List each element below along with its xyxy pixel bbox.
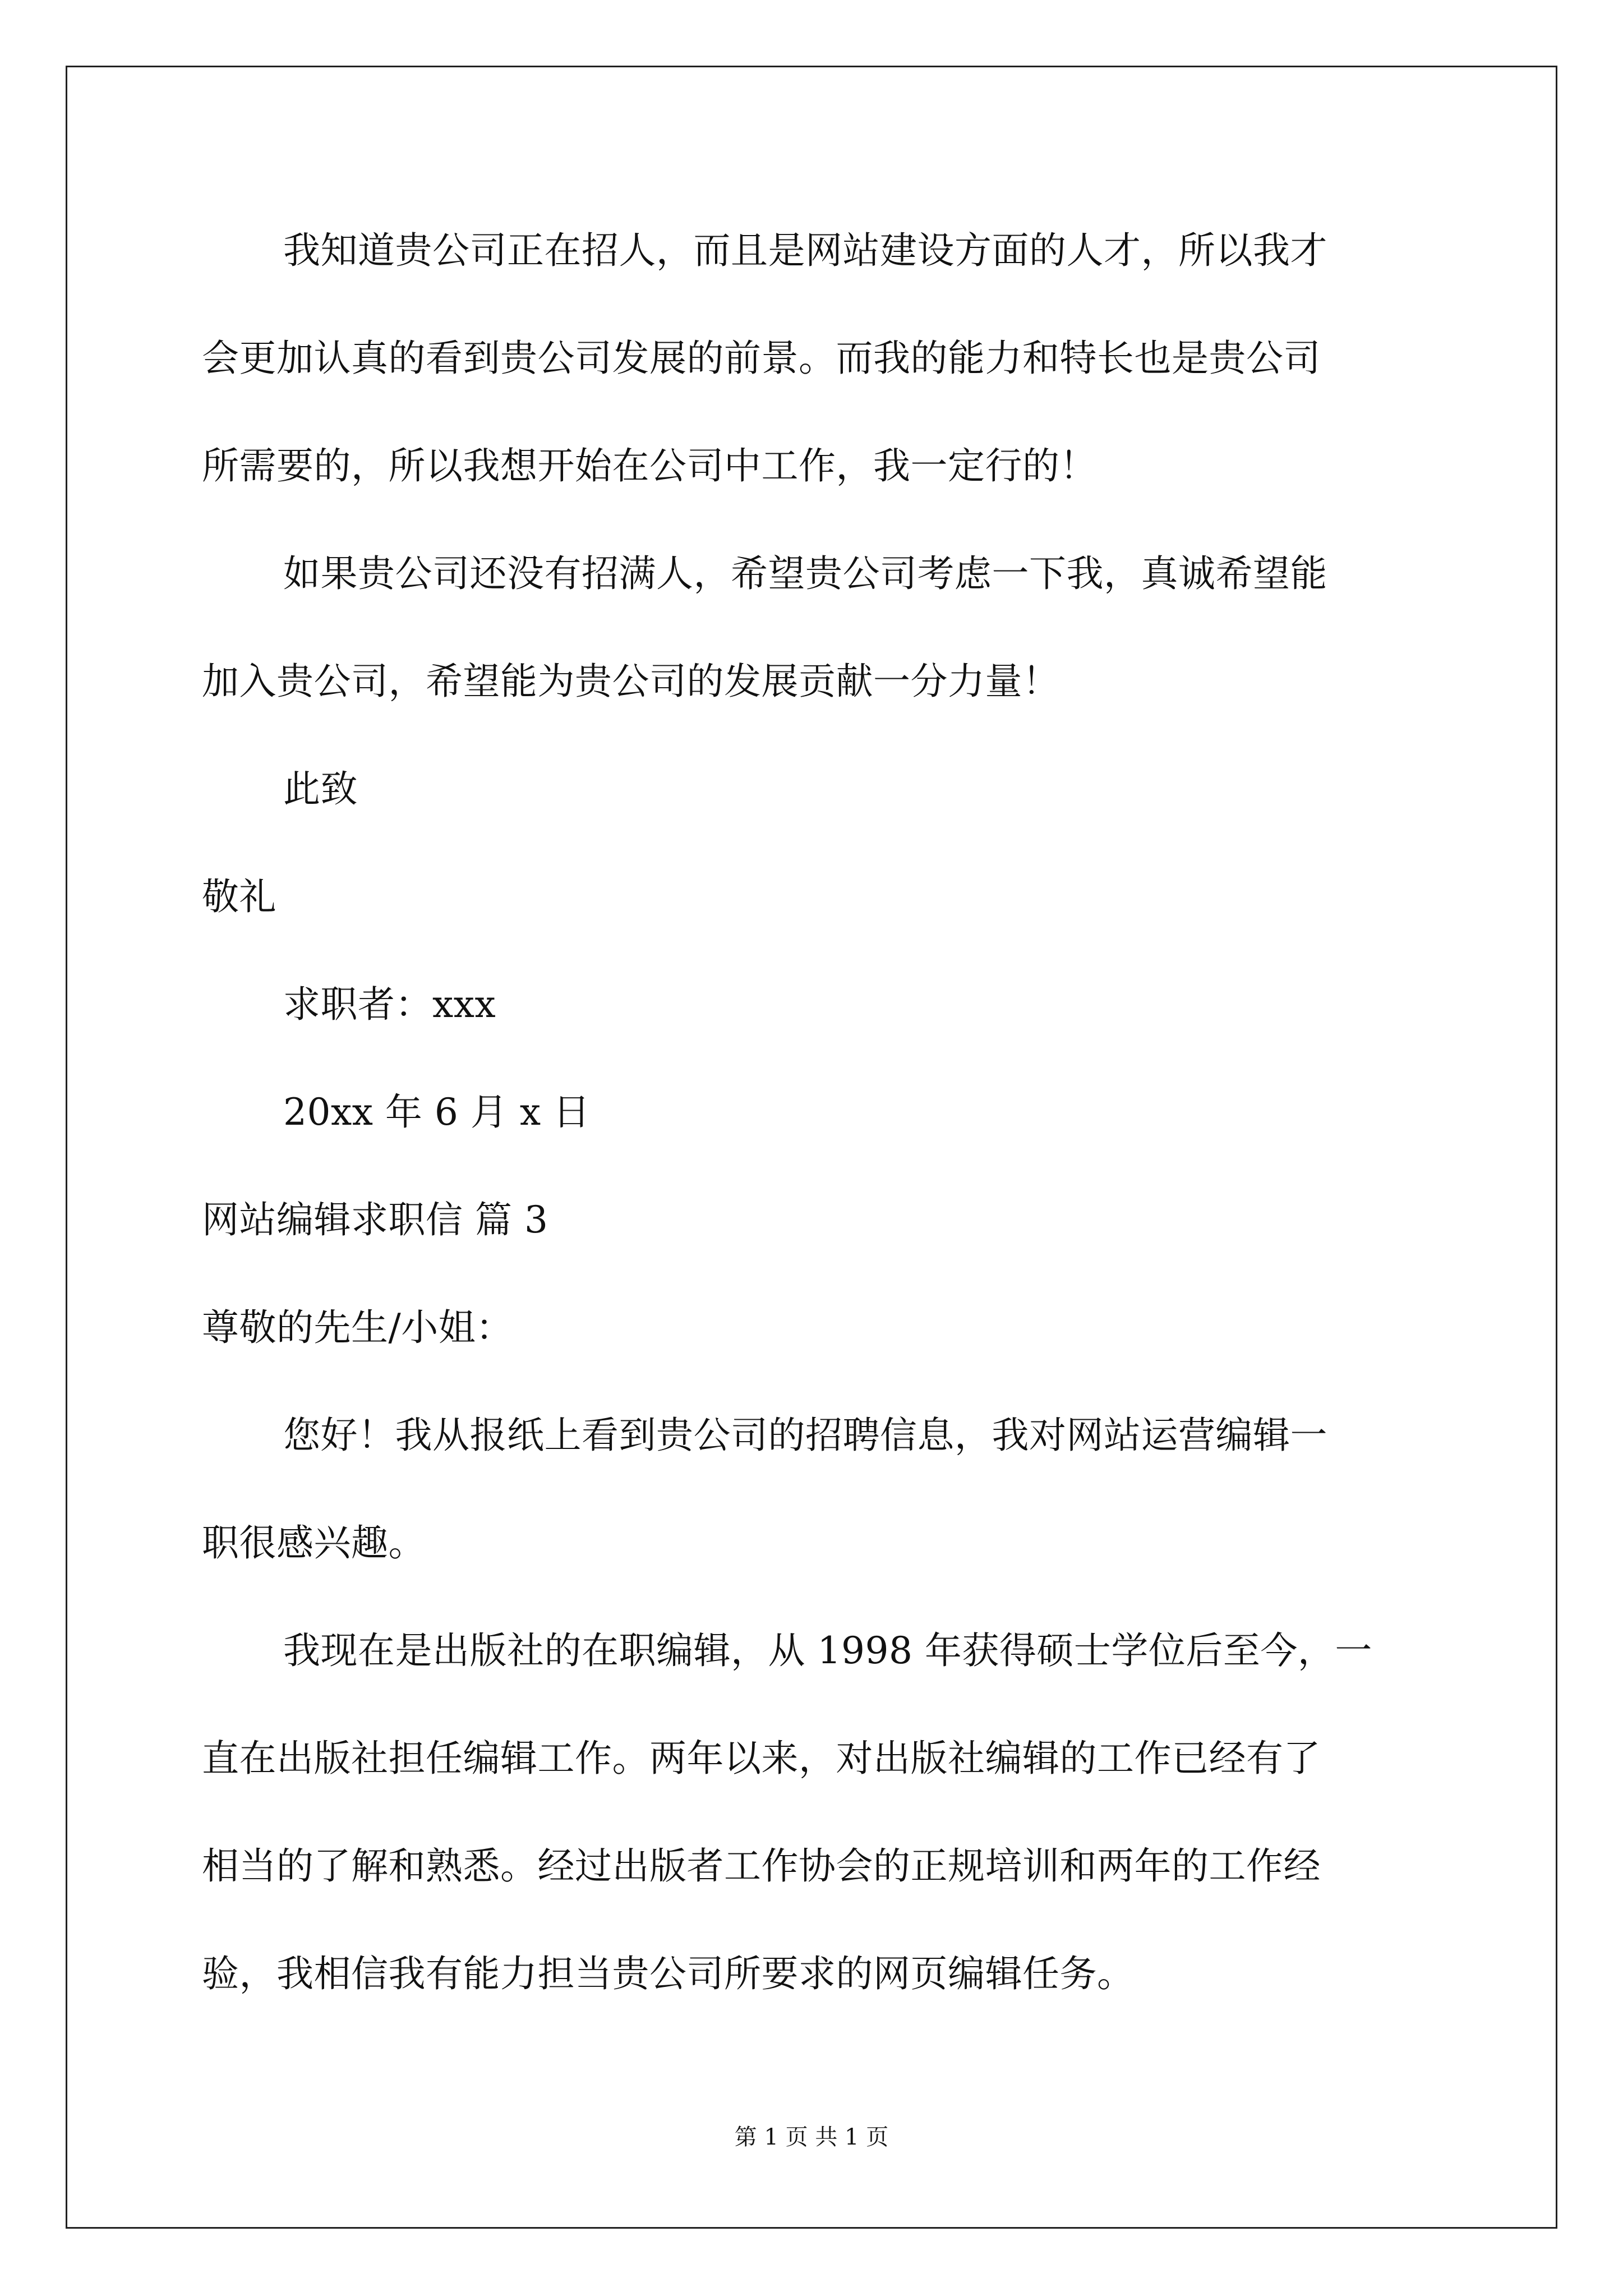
paragraph-line: 职很感兴趣。 xyxy=(202,1521,426,1565)
salutation-closing: 此致 xyxy=(283,767,358,811)
salutation-regards: 敬礼 xyxy=(202,875,276,918)
paragraph-line: 验，我相信我有能力担当贵公司所要求的网页编辑任务。 xyxy=(202,1952,1135,1995)
paragraph-line: 相当的了解和熟悉。经过出版者工作协会的正规培训和两年的工作经 xyxy=(202,1844,1321,1888)
paragraph-line: 会更加认真的看到贵公司发展的前景。而我的能力和特长也是贵公司 xyxy=(202,337,1321,380)
paragraph-line: 所需要的，所以我想开始在公司中工作，我一定行的！ xyxy=(202,444,1097,487)
paragraph-line: 直在出版社担任编辑工作。两年以来，对出版社编辑的工作已经有了 xyxy=(202,1737,1321,1780)
letter-date: 20xx 年 6 月 x 日 xyxy=(283,1091,591,1134)
page-number-footer: 第 1 页 共 1 页 xyxy=(734,2124,889,2150)
paragraph-line: 如果贵公司还没有招满人，希望贵公司考虑一下我，真诚希望能 xyxy=(283,552,1327,595)
paragraph-line: 我现在是出版社的在职编辑，从 1998 年获得硕士学位后至今，一 xyxy=(283,1629,1372,1672)
section-heading: 网站编辑求职信 篇 3 xyxy=(202,1198,548,1241)
paragraph-line: 加入贵公司，希望能为贵公司的发展贡献一分力量！ xyxy=(202,660,1060,703)
applicant-signature: 求职者：xxx xyxy=(283,983,496,1026)
paragraph-line: 我知道贵公司正在招人，而且是网站建设方面的人才，所以我才 xyxy=(283,229,1327,272)
paragraph-line: 您好！我从报纸上看到贵公司的招聘信息，我对网站运营编辑一 xyxy=(283,1414,1327,1457)
letter-greeting: 尊敬的先生/小姐： xyxy=(202,1306,513,1349)
page-border xyxy=(66,66,1557,2229)
